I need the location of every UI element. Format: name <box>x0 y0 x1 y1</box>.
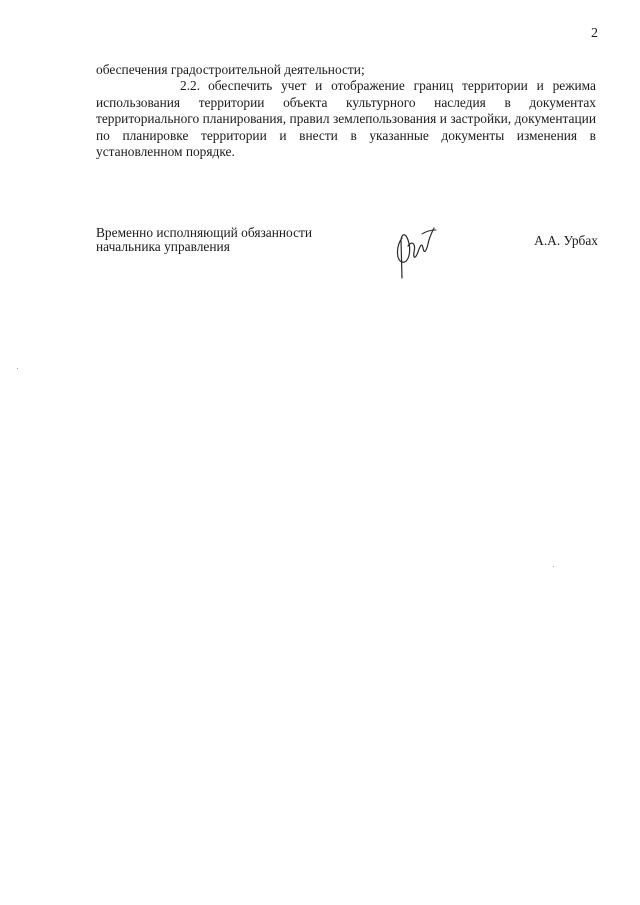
signatory-title-line-1: Временно исполняющий обязанности <box>96 225 313 240</box>
signature-block <box>96 226 598 296</box>
document-body <box>96 62 596 160</box>
handwritten-signature-icon <box>392 218 438 282</box>
continuation-line: обеспечения градостроительной деятельности; <box>96 62 365 77</box>
signatory-title <box>96 226 312 254</box>
paragraph-2-2 <box>96 78 596 160</box>
paragraph-number: 2.2. <box>180 78 201 94</box>
paragraph-text: обеспечить учет и отображение границ территории и режима использования территории объекта культурного наследия в документах территориального планирования, правил землепользования и застройки, документации по планировке территории и внести в указанные документы изменения в установленном порядке. <box>96 78 596 160</box>
scan-speck <box>553 566 554 567</box>
signatory-title-line-2: начальника управления <box>96 239 230 254</box>
scan-speck <box>17 368 18 369</box>
page-number: 2 <box>591 26 598 41</box>
signatory-name: А.А. Урбах <box>534 233 598 248</box>
